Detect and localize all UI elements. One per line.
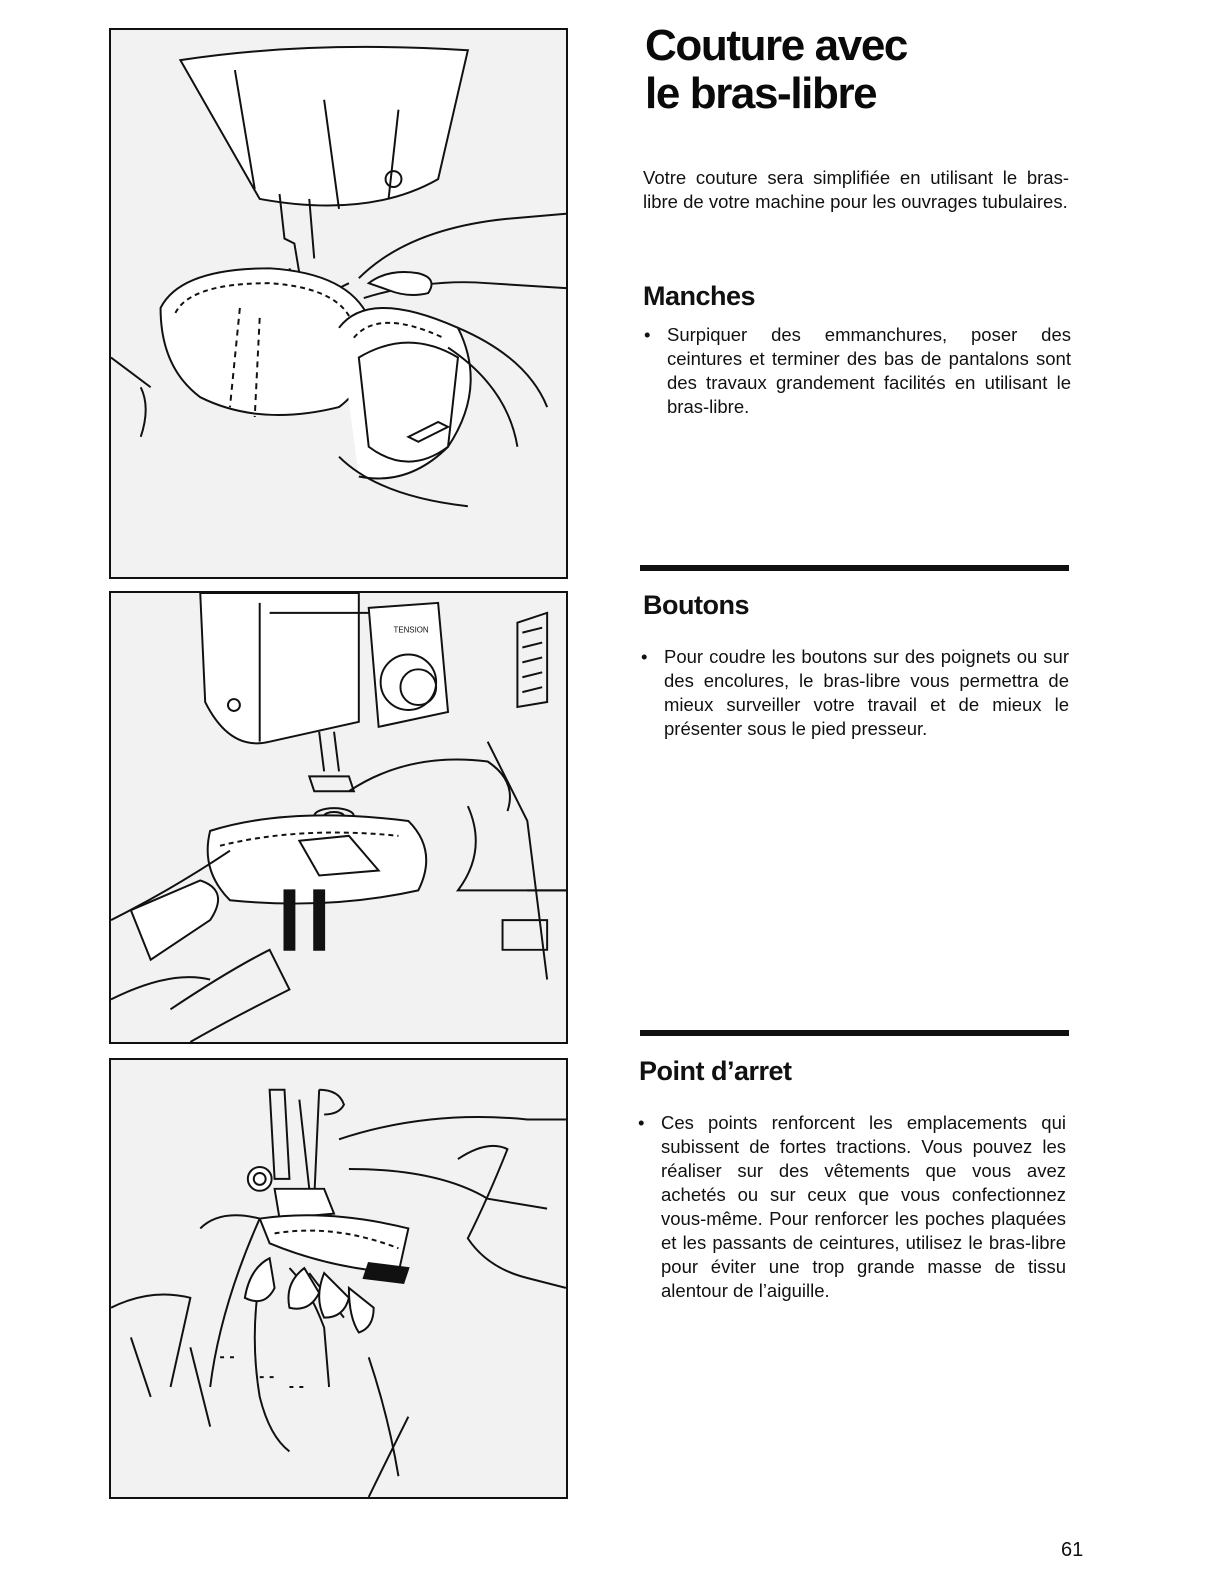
tension-label: TENSION	[393, 625, 429, 635]
button-sewing-illustration	[109, 591, 568, 1044]
intro-paragraph: Votre couture sera simplifiée en utilisant le bras-libre de votre machine pour les ouvrages tubulaires.	[643, 167, 1069, 212]
page-number: 61	[1061, 1539, 1084, 1561]
title-line-2: le bras-libre	[645, 69, 877, 118]
section-heading-boutons: Boutons	[643, 590, 749, 620]
bullet-manches: • Surpiquer des emmanchures, poser des ceintures et terminer des bas de pantalons sont des travaux grandement facilités en utilisant le bras-libre.	[667, 323, 1071, 419]
sleeve-sewing-illustration	[109, 28, 568, 579]
page-title	[645, 22, 907, 118]
bullet-boutons: • Pour coudre les boutons sur des poignets ou sur des encolures, le bras-libre vous permettra de mieux surveiller votre travail et de mieux le présenter sous le pied presseur.	[664, 645, 1069, 741]
section-heading-manches: Manches	[643, 281, 756, 311]
bullet-point-darret: • Ces points renforcent les emplacements qui subissent de fortes tractions. Vous pouvez les réaliser sur des vêtements que vous avez achetés ou sur ceux que vous confectionnez vous-même. Pour renforcer les poches plaquées et les passants de ceintures, utilisez le bras-libre pour éviter une trop grande masse de tissu alentour de l’aiguille.	[661, 1111, 1066, 1303]
sewing-machine-button-icon	[111, 593, 566, 1042]
section-divider	[640, 1030, 1069, 1036]
sewing-machine-bartack-icon	[111, 1060, 566, 1497]
section-heading-point-darret: Point d’arret	[639, 1056, 792, 1086]
title-line-1: Couture avec	[645, 21, 907, 70]
bartack-sewing-illustration	[109, 1058, 568, 1499]
section-divider	[640, 565, 1069, 571]
sewing-machine-sleeve-icon	[111, 30, 566, 577]
